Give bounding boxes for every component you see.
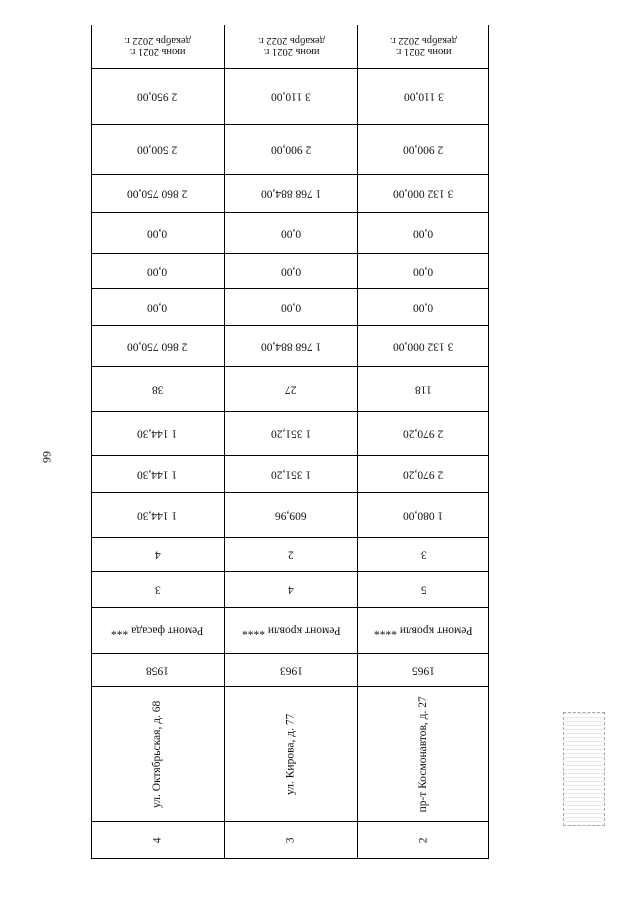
table-cell-row_no	[224, 821, 357, 859]
cell-text-work_type: Ремонт фасада ***	[111, 624, 204, 637]
cell-text-c9: 0,00	[147, 265, 168, 278]
table-cell-c8	[91, 288, 224, 325]
cell-text-c5: 1 144,30	[137, 427, 178, 440]
cell-text-c11: 1 768 884,00	[260, 187, 322, 200]
table-cell-work_type	[357, 607, 489, 653]
cell-text-address: ул. Октябрьская, д. 68	[151, 700, 164, 808]
cell-text-c6: 27	[285, 383, 297, 396]
period-text	[258, 35, 325, 57]
cell-text-c2: 4	[154, 548, 161, 561]
table-cell-c9	[224, 253, 357, 288]
table-cell-address	[357, 686, 489, 821]
table-cell-row_no	[357, 821, 489, 859]
table-cell-c9	[357, 253, 489, 288]
table-cell-c8	[357, 288, 489, 325]
cell-text-row_no: 3	[284, 837, 297, 844]
table-cell-c5	[91, 411, 224, 455]
cell-text-c12: 2 900,00	[403, 143, 444, 156]
cell-text-c7: 2 860 750,00	[127, 340, 188, 353]
table-cell-c4	[357, 455, 489, 492]
table-cell-c13	[357, 68, 489, 124]
table-cell-c4	[224, 455, 357, 492]
table-cell-c5	[357, 411, 489, 455]
table-cell-c5	[224, 411, 357, 455]
table-cell-c12	[357, 124, 489, 174]
cell-text-year: 1965	[412, 664, 435, 677]
table-cell-c13	[91, 68, 224, 124]
cell-text-c3: 1 144,30	[137, 509, 178, 522]
table-cell-row_no	[91, 821, 224, 859]
cell-text-c13: 2 950,00	[137, 90, 178, 103]
table-cell-period	[224, 25, 357, 68]
table-cell-period	[91, 25, 224, 68]
cell-text-c12: 2 900,00	[270, 143, 312, 156]
cell-text-c4: 2 970,20	[403, 468, 444, 481]
cell-text-c13: 3 110,00	[271, 90, 311, 103]
cell-text-row_no: 2	[417, 837, 430, 844]
period-line-2: декабрь 2022 г.	[257, 35, 325, 47]
cell-text-c3: 609,96	[275, 509, 307, 522]
period-line-1: июнь 2021 г.	[129, 46, 186, 58]
table-cell-c6	[91, 366, 224, 411]
cell-text-c8: 0,00	[280, 301, 302, 314]
cell-text-c11: 2 860 750,00	[127, 187, 188, 200]
period-text	[124, 35, 191, 57]
table-cell-c10	[224, 212, 357, 253]
table-cell-c11	[91, 174, 224, 212]
cell-text-work_type: Ремонт кровли ****	[374, 624, 473, 637]
table-cell-address	[224, 686, 357, 821]
cell-text-c6: 38	[151, 383, 164, 396]
cell-text-c9: 0,00	[413, 265, 434, 278]
table-cell-c11	[357, 174, 489, 212]
table-cell-c3	[357, 492, 489, 537]
table-cell-c13	[224, 68, 357, 124]
cell-text-c5: 2 970,20	[403, 427, 444, 440]
cell-text-c7: 3 132 000,00	[393, 340, 454, 353]
table-cell-c9	[91, 253, 224, 288]
cell-text-address: ул. Кирова, д. 77	[284, 713, 297, 795]
table-cell-c10	[91, 212, 224, 253]
cell-text-year: 1963	[279, 664, 303, 677]
cell-text-c13: 3 110,00	[403, 90, 444, 103]
cell-text-c5: 1 351,20	[270, 427, 312, 440]
table-cell-address	[91, 686, 224, 821]
table-cell-c10	[357, 212, 489, 253]
cell-text-c10: 0,00	[413, 227, 434, 240]
cell-text-c2: 3	[420, 548, 427, 561]
table-cell-c2	[357, 537, 489, 571]
table-cell-period	[357, 25, 489, 68]
cell-text-c7: 1 768 884,00	[260, 340, 322, 353]
table-cell-c3	[91, 492, 224, 537]
cell-text-address: пр-т Космонавтов, д. 27	[417, 695, 430, 813]
rotated-table	[91, 25, 489, 859]
table-cell-c12	[91, 124, 224, 174]
cell-text-c12: 2 500,00	[137, 143, 178, 156]
cell-text-row_no: 4	[151, 837, 164, 844]
page-number: 66	[40, 451, 54, 463]
period-line-1: июнь 2021 г.	[263, 46, 319, 58]
table-cell-year	[357, 653, 489, 686]
cell-text-c10: 0,00	[280, 227, 302, 240]
period-line-2: декабрь 2022 г.	[390, 35, 457, 47]
table-cell-year	[91, 653, 224, 686]
table-cell-c7	[357, 325, 489, 366]
cell-text-c1: 5	[420, 583, 427, 596]
table-cell-c1	[91, 571, 224, 607]
table-cell-c2	[91, 537, 224, 571]
cell-text-c8: 0,00	[147, 301, 168, 314]
table-cell-year	[224, 653, 357, 686]
cell-text-c6: 118	[415, 383, 432, 396]
table-cell-c7	[224, 325, 357, 366]
cell-text-year: 1958	[146, 664, 169, 677]
table-cell-c3	[224, 492, 357, 537]
cell-text-c4: 1 144,30	[137, 468, 178, 481]
cell-text-c4: 1 351,20	[270, 468, 312, 481]
cell-text-c3: 1 080,00	[403, 509, 444, 522]
table-cell-c4	[91, 455, 224, 492]
table-cell-work_type	[224, 607, 357, 653]
table-cell-work_type	[91, 607, 224, 653]
cell-text-c11: 3 132 000,00	[393, 187, 454, 200]
cell-text-c1: 3	[154, 583, 161, 596]
table-cell-c11	[224, 174, 357, 212]
cell-text-c2: 2	[288, 548, 294, 561]
table-cell-c12	[224, 124, 357, 174]
period-line-2: декабрь 2022 г.	[124, 35, 191, 47]
table-cell-c7	[91, 325, 224, 366]
stamp-image	[563, 712, 605, 826]
cell-text-work_type: Ремонт кровли ****	[241, 624, 341, 637]
table-cell-c8	[224, 288, 357, 325]
table-cell-c6	[224, 366, 357, 411]
period-text	[390, 35, 457, 57]
cell-text-c1: 4	[288, 583, 294, 596]
table-cell-c6	[357, 366, 489, 411]
table-cell-c1	[357, 571, 489, 607]
table-cell-c2	[224, 537, 357, 571]
period-line-1: июнь 2021 г.	[395, 46, 452, 58]
cell-text-c9: 0,00	[280, 265, 302, 278]
table-cell-c1	[224, 571, 357, 607]
cell-text-c8: 0,00	[413, 301, 434, 314]
cell-text-c10: 0,00	[147, 227, 168, 240]
